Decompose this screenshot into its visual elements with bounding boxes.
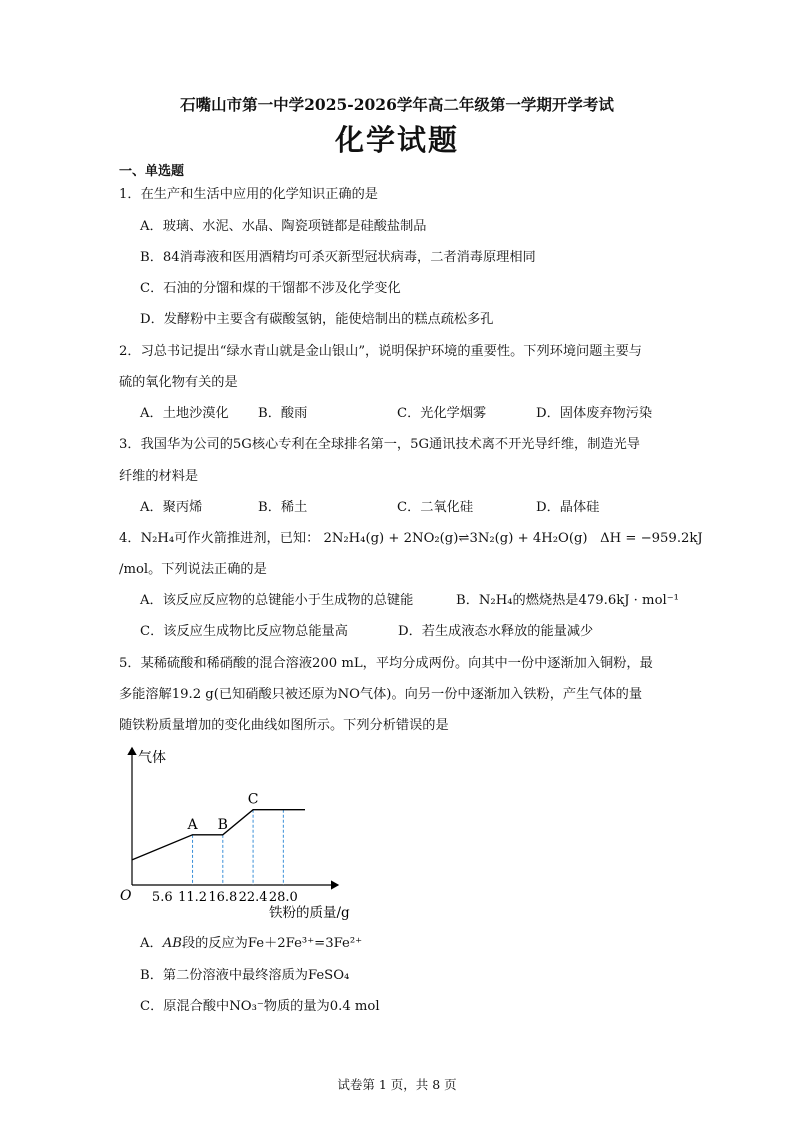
q5-option-a-prefix: A．	[140, 936, 163, 951]
q3-stem-line2: 纤维的材料是	[119, 469, 199, 484]
q2-option-d: D．固体废弃物污染	[536, 406, 653, 421]
q5-option-a	[140, 935, 362, 953]
page-footer: 试卷第 1 页，共 8 页	[337, 1077, 457, 1092]
q2-stem-line1: 2．习总书记提出“绿水青山就是金山银山”，说明保护环境的重要性。下列环境问题主要与	[119, 344, 642, 359]
q2-option-a: A．土地沙漠化	[140, 406, 229, 421]
q4-stem-text: 可作火箭推进剂，已知：	[174, 531, 320, 546]
q5-option-a-text: 段的反应为Fe＋2Fe³⁺=3Fe²⁺	[181, 936, 363, 951]
q1-stem: 1．在生产和生活中应用的化学知识正确的是	[119, 187, 378, 202]
q5-option-b: B．第二份溶液中最终溶质为FeSO₄	[140, 968, 350, 983]
q3-option-a: A．聚丙烯	[140, 500, 203, 515]
q5-stem-line2: 多能溶解19.2 g(已知硝酸只被还原为NO气体)。向另一份中逐渐加入铁粉，产生气体的量	[119, 687, 643, 702]
x-tick-labels	[152, 890, 298, 905]
q5-stem-line3: 随铁粉质量增加的变化曲线如图所示。下列分析错误的是	[119, 718, 449, 733]
origin-label: O	[120, 888, 132, 904]
q4-option-b	[456, 592, 679, 610]
y-axis-label: 气体	[138, 750, 166, 766]
q4-option-b-formula: N₂H₄	[478, 593, 513, 608]
q4-stem-line1	[119, 530, 703, 548]
q4-number: 4．	[119, 531, 141, 546]
q1-option-c: C．石油的分馏和煤的干馏都不涉及化学变化	[140, 281, 401, 296]
x-tick-label: 16.8	[208, 890, 238, 905]
q4-option-c: C．该反应生成物比反应物总能量高	[140, 624, 348, 639]
point-labels	[186, 792, 258, 833]
q4-option-d: D．若生成液态水释放的能量减少	[398, 624, 594, 639]
q2-option-b: B．酸雨	[258, 406, 308, 421]
x-tick-label: 28.0	[268, 890, 298, 905]
exam-title: 石嘴山市第一中学2025-2026学年高二年级第一学期开学考试	[180, 95, 614, 114]
point-label-c: C	[247, 791, 259, 808]
q4-delta-h: ΔH = −959.2kJ	[600, 531, 703, 546]
q2-option-c: C．光化学烟雾	[397, 406, 487, 421]
x-tick-label: 22.4	[238, 890, 268, 905]
q1-option-b: B．84消毒液和医用酒精均可杀灭新型冠状病毒，二者消毒原理相同	[140, 250, 536, 265]
q1-option-d: D．发酵粉中主要含有碳酸氢钠，能使焙制出的糕点疏松多孔	[140, 312, 494, 327]
x-tick-label: 5.6	[151, 890, 173, 905]
q4-stem-line2: /mol。下列说法正确的是	[119, 562, 267, 577]
q1-option-a: A．玻璃、水泥、水晶、陶瓷项链都是硅酸盐制品	[140, 219, 427, 234]
q4-equation: 2N₂H₄(g) + 2NO₂(g)⇌3N₂(g) + 4H₂O(g)	[323, 531, 588, 546]
q3-option-b: B．稀土	[258, 500, 308, 515]
q5-option-c: C．原混合酸中NO₃⁻物质的量为0.4 mol	[140, 999, 380, 1014]
q3-stem-line1: 3．我国华为公司的5G核心专利在全球排名第一，5G通讯技术离不开光导纤维，制造光导	[119, 437, 640, 452]
x-axis-label: 铁粉的质量/g	[269, 905, 350, 921]
q4-option-b-text: 的燃烧热是479.6kJ · mol⁻¹	[512, 593, 679, 608]
x-tick-label: 11.2	[178, 890, 208, 905]
q4-option-b-prefix: B．	[456, 593, 479, 608]
point-label-a: A	[187, 816, 198, 833]
q2-stem-line2: 硫的氧化物有关的是	[119, 375, 238, 390]
q5-stem-line1: 5．某稀硫酸和稀硝酸的混合溶液200 mL，平均分成两份。向其中一份中逐渐加入铜粉，最	[119, 656, 653, 671]
q4-formula: N₂H₄	[140, 531, 175, 546]
gas-iron-chart	[112, 740, 362, 922]
q5-option-a-segment: AB	[162, 936, 182, 951]
point-label-b: B	[217, 816, 228, 833]
dashed-guides	[193, 810, 284, 885]
section-title: 一、单选题	[119, 164, 185, 179]
q3-option-c: C．二氧化硅	[397, 500, 474, 515]
subject-title: 化学试题	[334, 123, 459, 157]
q4-option-a: A．该反应反应物的总键能小于生成物的总键能	[140, 593, 414, 608]
q3-option-d: D．晶体硅	[536, 500, 600, 515]
